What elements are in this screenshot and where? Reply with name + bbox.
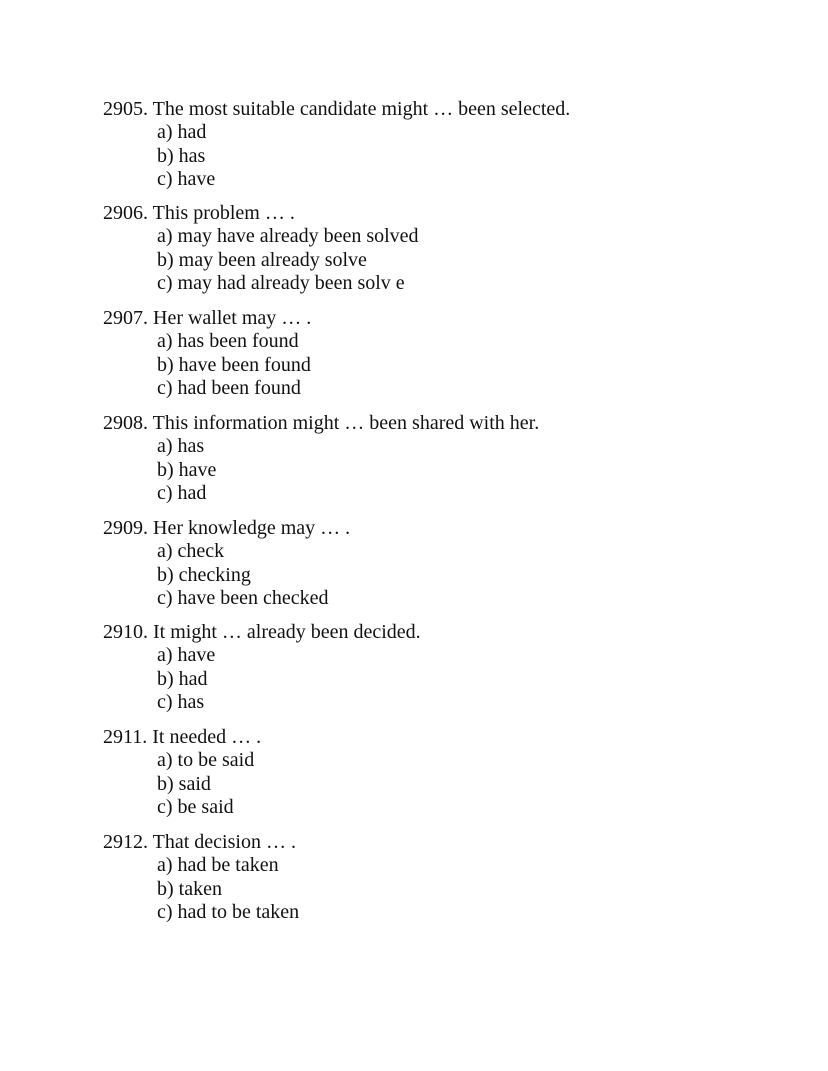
question-text: The most suitable candidate might … been selected. <box>152 98 571 120</box>
answer-options <box>103 435 803 505</box>
answer-options <box>103 540 803 610</box>
question-2911 <box>103 726 803 819</box>
question-stem <box>103 726 803 749</box>
question-2907 <box>103 307 803 400</box>
question-number: 2911. <box>103 726 148 748</box>
question-text: That decision … . <box>152 831 296 853</box>
question-2912 <box>103 831 803 924</box>
answer-options <box>103 749 803 819</box>
option-c: c) had <box>157 481 207 504</box>
question-stem <box>103 831 803 854</box>
question-stem <box>103 98 803 121</box>
option-b: b) taken <box>157 877 222 900</box>
question-number: 2912. <box>103 831 148 853</box>
option-c: c) has <box>157 690 205 713</box>
option-c: c) may had already been solv e <box>157 271 405 294</box>
answer-options <box>103 644 803 714</box>
answer-options <box>103 121 803 191</box>
option-b: b) checking <box>157 563 251 586</box>
option-c: c) had to be taken <box>157 900 300 923</box>
question-text: It might … already been decided. <box>153 621 421 643</box>
option-b: b) may been already solve <box>157 248 367 271</box>
option-a: a) have <box>157 644 216 667</box>
question-number: 2905. <box>103 98 148 120</box>
question-text: It needed … . <box>152 726 262 748</box>
question-2910 <box>103 621 803 714</box>
question-text: Her wallet may … . <box>153 307 312 329</box>
answer-options <box>103 225 803 295</box>
option-b: b) said <box>157 772 211 795</box>
option-a: a) check <box>157 540 225 563</box>
question-text: Her knowledge may … . <box>153 517 351 539</box>
question-stem <box>103 517 803 540</box>
question-number: 2909. <box>103 517 148 539</box>
question-number: 2908. <box>103 412 148 434</box>
option-b: b) has <box>157 144 206 167</box>
question-2909 <box>103 517 803 610</box>
answer-options <box>103 854 803 924</box>
question-2908 <box>103 412 803 505</box>
question-text: This information might … been shared with her. <box>152 412 540 434</box>
option-a: a) may have already been solved <box>157 225 419 248</box>
option-a: a) to be said <box>157 749 255 772</box>
question-stem <box>103 202 803 225</box>
option-c: c) had been found <box>157 376 301 399</box>
option-c: c) be said <box>157 795 234 818</box>
question-number: 2907. <box>103 307 148 329</box>
option-a: a) had be taken <box>157 854 279 877</box>
question-2906 <box>103 202 803 295</box>
option-a: a) has been found <box>157 330 299 353</box>
question-text: This problem … . <box>152 202 295 224</box>
question-stem <box>103 307 803 330</box>
answer-options <box>103 330 803 400</box>
option-a: a) had <box>157 121 207 144</box>
question-stem <box>103 412 803 435</box>
option-a: a) has <box>157 435 205 458</box>
question-2905 <box>103 98 803 191</box>
option-b: b) had <box>157 667 208 690</box>
option-c: c) have been checked <box>157 586 329 609</box>
option-c: c) have <box>157 167 216 190</box>
question-number: 2910. <box>103 621 148 643</box>
option-b: b) have been found <box>157 353 311 376</box>
option-b: b) have <box>157 458 217 481</box>
question-stem <box>103 621 803 644</box>
question-number: 2906. <box>103 202 148 224</box>
